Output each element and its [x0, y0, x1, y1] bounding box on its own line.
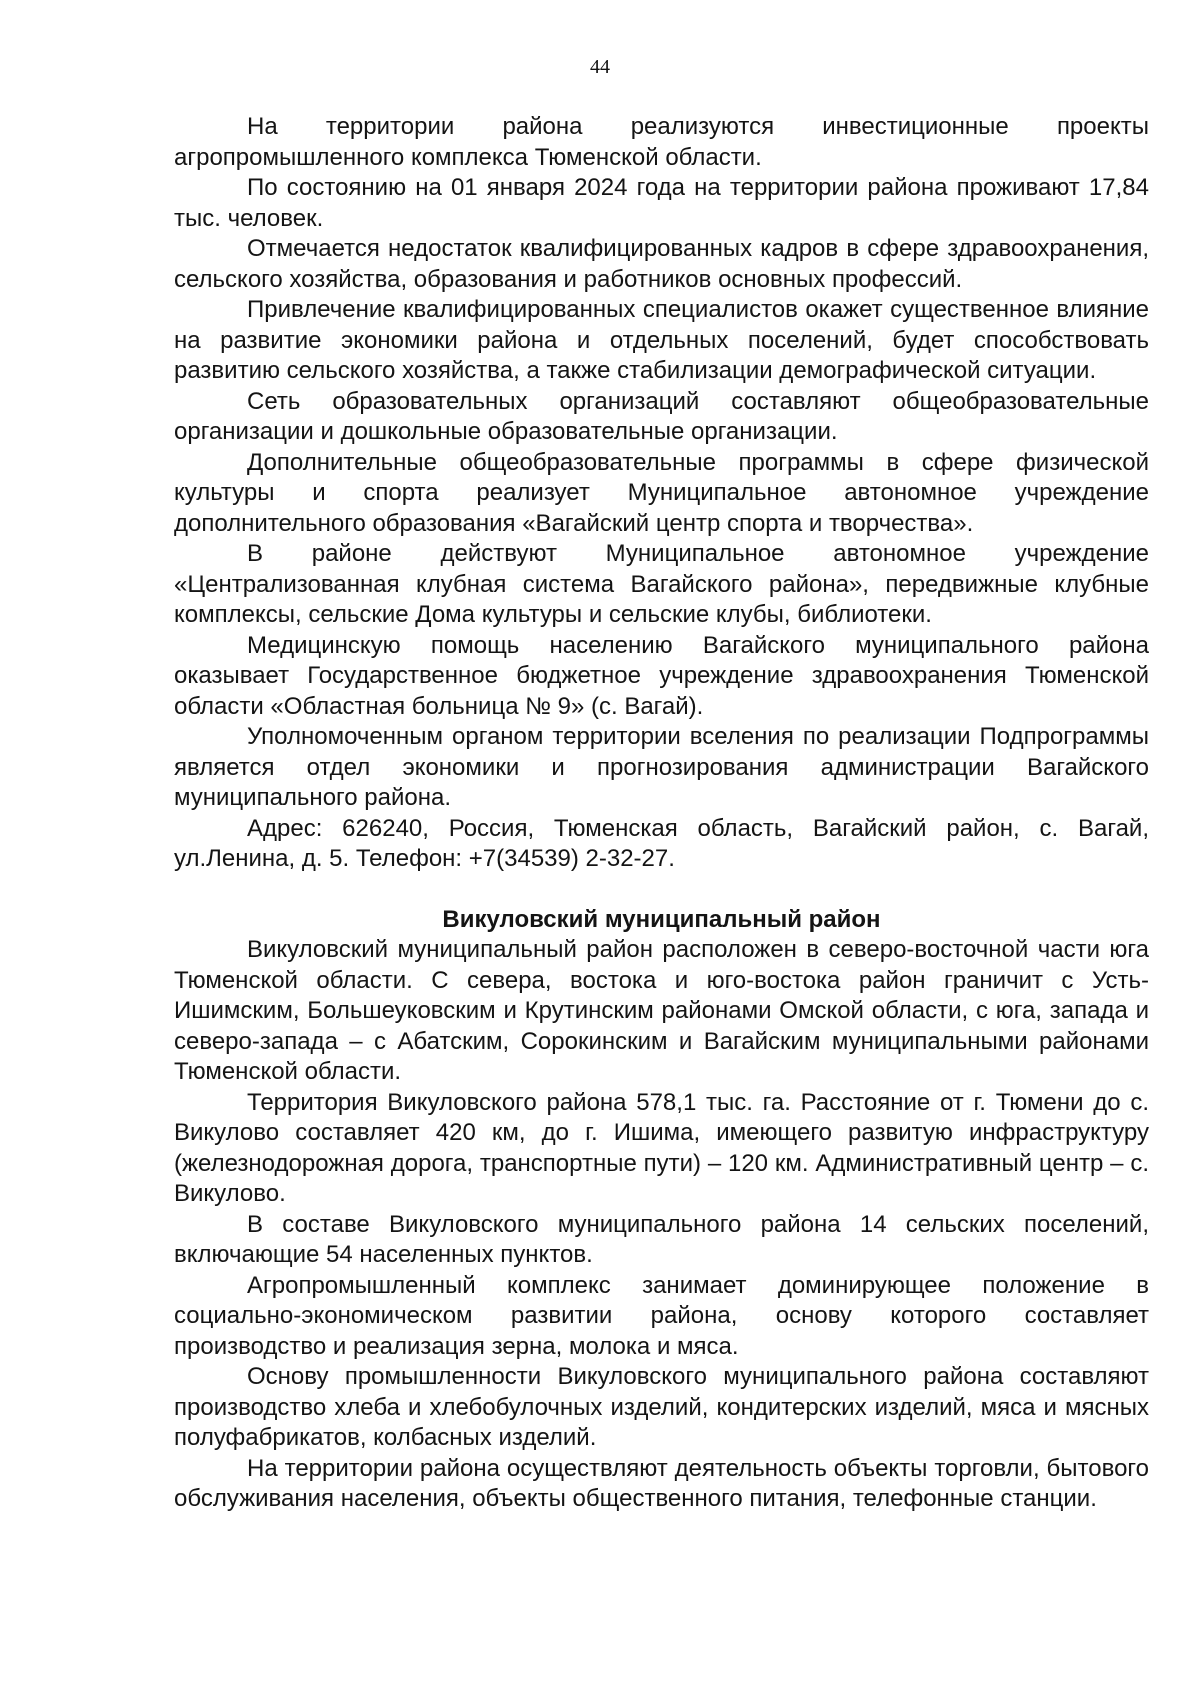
section-heading: Викуловский муниципальный район — [442, 905, 881, 933]
paragraph: На территории района осуществляют деятельность объекты торговли, бытового обслуживания населения, объекты общественного питания, телефонные станции. — [174, 1454, 1149, 1512]
paragraph: Уполномоченным органом территории вселения по реализации Подпрограммы является отдел экономики и прогнозирования администрации Вагайского муниципального района. — [174, 723, 1149, 811]
document-body — [174, 112, 1149, 1515]
paragraph: Агропромышленный комплекс занимает доминирующее положение в социально-экономическом развитии района, основу которого составляет производство и реализация зерна, молока и мяса. — [174, 1271, 1149, 1360]
paragraph: Отмечается недостаток квалифицированных кадров в сфере здравоохранения, сельского хозяйства, образования и работников основных профессий. — [174, 235, 1149, 293]
paragraph: Основу промышленности Викуловского муниципального района составляют производство хлеба и хлебобулочных изделий, кондитерских изделий, мяса и мясных полуфабрикатов, колбасных изделий. — [174, 1363, 1149, 1451]
paragraph: Привлечение квалифицированных специалистов окажет существенное влияние на развитие экономики района и отдельных поселений, будет способствовать развитию сельского хозяйства, а также стабилизации демографической ситуации. — [174, 296, 1149, 384]
paragraph: Дополнительные общеобразовательные программы в сфере физической культуры и спорта реализует Муниципальное автономное учреждение дополнительного образования «Вагайский центр спорта и творчества». — [174, 448, 1149, 537]
paragraph: В районе действуют Муниципальное автономное учреждение «Централизованная клубная система Вагайского района», передвижные клубные комплексы, сельские Дома культуры и сельские клубы, библиотеки. — [174, 540, 1149, 628]
paragraph: Викуловский муниципальный район расположен в северо-восточной части юга Тюменской области. С севера, востока и юго-востока район граничит с Усть-Ишимским, Большеуковским и Крутинским районами Омской области, с юга, запада и северо-запада – с Абатским, Сорокинским и Вагайским муниципальными районами Тюменской области. — [174, 936, 1149, 1085]
page-number: 44 — [590, 56, 610, 78]
paragraph: Медицинскую помощь населению Вагайского муниципального района оказывает Государственное бюджетное учреждение здравоохранения Тюменской области «Областная больница № 9» (с. Вагай). — [174, 631, 1149, 720]
paragraph: Сеть образовательных организаций составляют общеобразовательные организации и дошкольные образовательные организации. — [174, 387, 1149, 445]
paragraph: Территория Викуловского района 578,1 тыс. га. Расстояние от г. Тюмени до с. Викулово составляет 420 км, до г. Ишима, имеющего развитую инфраструктуру (железнодорожная дорога, транспортные пути) – 120 км. Административный центр – с. Викулово. — [174, 1088, 1149, 1207]
paragraph: Адрес: 626240, Россия, Тюменская область, Вагайский район, с. Вагай, ул.Ленина, д. 5. Телефон: +7(34539) 2-32-27. — [174, 814, 1149, 872]
paragraph: В составе Викуловского муниципального района 14 сельских поселений, включающие 54 населенных пунктов. — [174, 1210, 1149, 1268]
paragraph: По состоянию на 01 января 2024 года на территории района проживают 17,84 тыс. человек. — [174, 174, 1149, 232]
paragraph: На территории района реализуются инвестиционные проекты агропромышленного комплекса Тюменской области. — [174, 113, 1149, 171]
